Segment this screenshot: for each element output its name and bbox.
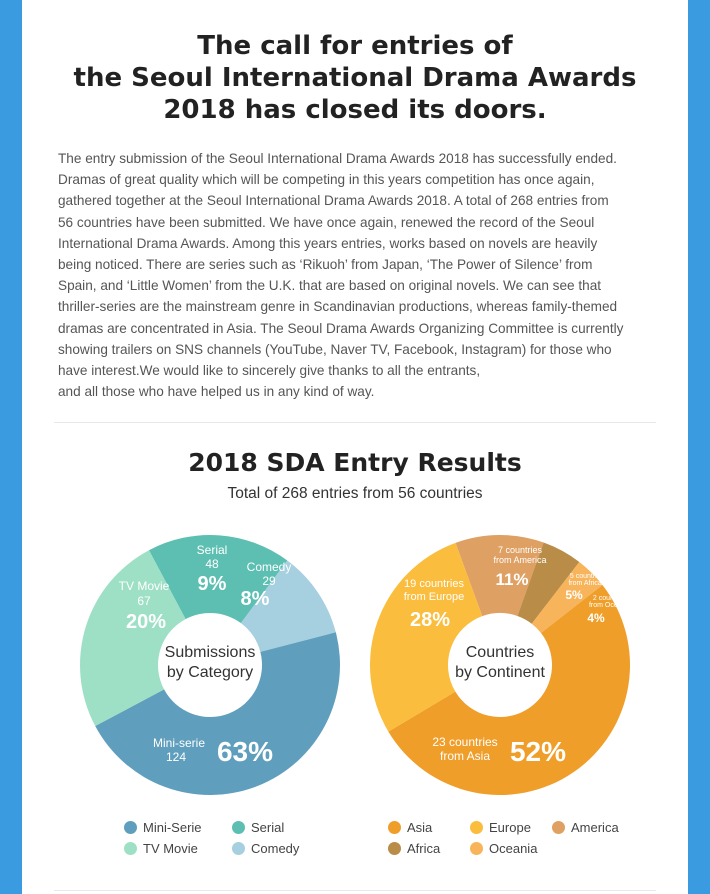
- body-line: The entry submission of the Seoul International Drama Awards 2018 has successfully ended.: [58, 151, 617, 166]
- slice-pct-label: 28%: [409, 609, 451, 631]
- slice-pct-label: 4%: [587, 611, 605, 625]
- slice-count-label: 124: [165, 750, 187, 764]
- legend-swatch: [470, 821, 483, 834]
- body-line: thriller-series are the mainstream genre in Scandinavian productions, whereas family-themed: [58, 299, 618, 315]
- body-line: Spain, and ‘Little Women’ from the U.K. that are based on original novels. We can see that: [58, 278, 602, 294]
- slice-desc-label: from Asia: [439, 749, 491, 763]
- legend-label: Serial: [251, 820, 285, 835]
- body-line: Dramas of great quality which will be competing in this years competition has once again,: [58, 172, 595, 188]
- legend-item-oceania: [470, 841, 537, 856]
- body-line: International Drama Awards. Among this years entries, works based on novels are heavily: [58, 235, 598, 251]
- body-line: gathered together at the Seoul International Drama Awards 2018. A total of 268 entries from: [58, 193, 609, 209]
- body-line: showing trailers on SNS channels (YouTube, Naver TV, Facebook, Instagram) for those who: [58, 341, 612, 357]
- slice-pct-label: 9%: [197, 573, 227, 595]
- body-line: dramas are concentrated in Asia. The Seoul Drama Awards Organizing Committee is currently: [58, 320, 624, 336]
- legend-item-europe: [470, 820, 531, 835]
- legend-item-tv-movie: [124, 841, 198, 856]
- announcement-card: [22, 0, 688, 894]
- legend-swatch: [124, 821, 137, 834]
- legend-item-america: [552, 820, 619, 835]
- slice-desc-label: from Oceania: [588, 602, 632, 609]
- center-label: Countries: [465, 644, 535, 661]
- slice-count-label: 67: [137, 594, 151, 608]
- legend-label: Europe: [489, 820, 531, 835]
- slice-name-label: TV Movie: [118, 579, 170, 593]
- slice-pct-label: 63%: [216, 736, 274, 767]
- body-line: have interest.We would like to sincerely give thanks to all the entrants,: [58, 363, 481, 379]
- body-line: 56 countries have been submitted. We have once again, renewed the record of the Seoul: [58, 214, 595, 230]
- legend-swatch: [232, 821, 245, 834]
- legend-label: TV Movie: [143, 841, 198, 856]
- slice-europe: [370, 543, 482, 732]
- legend-label: Africa: [407, 841, 441, 856]
- slice-pct-label: 5%: [565, 588, 583, 602]
- center-label: by Continent: [455, 664, 545, 681]
- legend-item-asia: [388, 820, 432, 835]
- center-label: by Category: [166, 664, 254, 681]
- results-title: 2018 SDA Entry Results: [188, 448, 522, 477]
- slice-name-label: Mini-serie: [152, 736, 206, 750]
- donut-charts: [22, 0, 688, 894]
- body-line: being noticed. There are series such as ‘Rikuoh’ from Japan, ‘The Power of Silence’ from: [58, 257, 593, 273]
- slice-count-label: 29: [262, 574, 276, 588]
- body-line: and all those who have helped us in any kind of way.: [58, 384, 375, 400]
- legend-swatch: [388, 821, 401, 834]
- legend-item-africa: [388, 841, 440, 856]
- legend-label: Oceania: [489, 841, 538, 856]
- legend-item-comedy: [232, 841, 299, 856]
- slice-pct-label: 52%: [509, 736, 567, 767]
- title-line: the Seoul International Drama Awards: [73, 63, 637, 93]
- legend-swatch: [232, 842, 245, 855]
- slice-pct-label: 8%: [240, 588, 270, 610]
- legend-label: America: [571, 820, 619, 835]
- legend-label: Mini-Serie: [143, 820, 202, 835]
- slice-desc-label: 2 countries: [592, 595, 628, 602]
- slice-desc-label: 19 countries: [404, 578, 464, 590]
- slice-count-label: 48: [205, 557, 219, 571]
- results-subtitle: Total of 268 entries from 56 countries: [227, 485, 483, 502]
- slice-desc-label: from African: [568, 580, 606, 587]
- legend-item-mini-serie: [124, 820, 202, 835]
- title-line: The call for entries of: [197, 31, 513, 61]
- slice-desc-label: 5 countries: [569, 573, 605, 580]
- legend-swatch: [124, 842, 137, 855]
- legend-swatch: [470, 842, 483, 855]
- legend-swatch: [552, 821, 565, 834]
- title-line: 2018 has closed its doors.: [163, 95, 547, 125]
- slice-name-label: Serial: [196, 543, 228, 557]
- slice-pct-label: 20%: [125, 611, 167, 633]
- slice-desc-label: 7 countries: [497, 545, 543, 555]
- legend-label: Comedy: [251, 841, 300, 856]
- slice-name-label: Comedy: [246, 560, 292, 574]
- slice-desc-label: from Europe: [403, 591, 465, 603]
- slice-desc-label: 23 countries: [432, 735, 498, 749]
- category-donut-chart: [80, 535, 340, 795]
- continent-donut-chart: [370, 535, 631, 795]
- legend-swatch: [388, 842, 401, 855]
- slice-pct-label: 11%: [495, 570, 529, 589]
- legend-item-serial: [232, 820, 284, 835]
- legend-label: Asia: [407, 820, 433, 835]
- bottom-divider: [54, 890, 656, 891]
- center-label: Submissions: [164, 644, 256, 661]
- slice-desc-label: from America: [493, 555, 547, 565]
